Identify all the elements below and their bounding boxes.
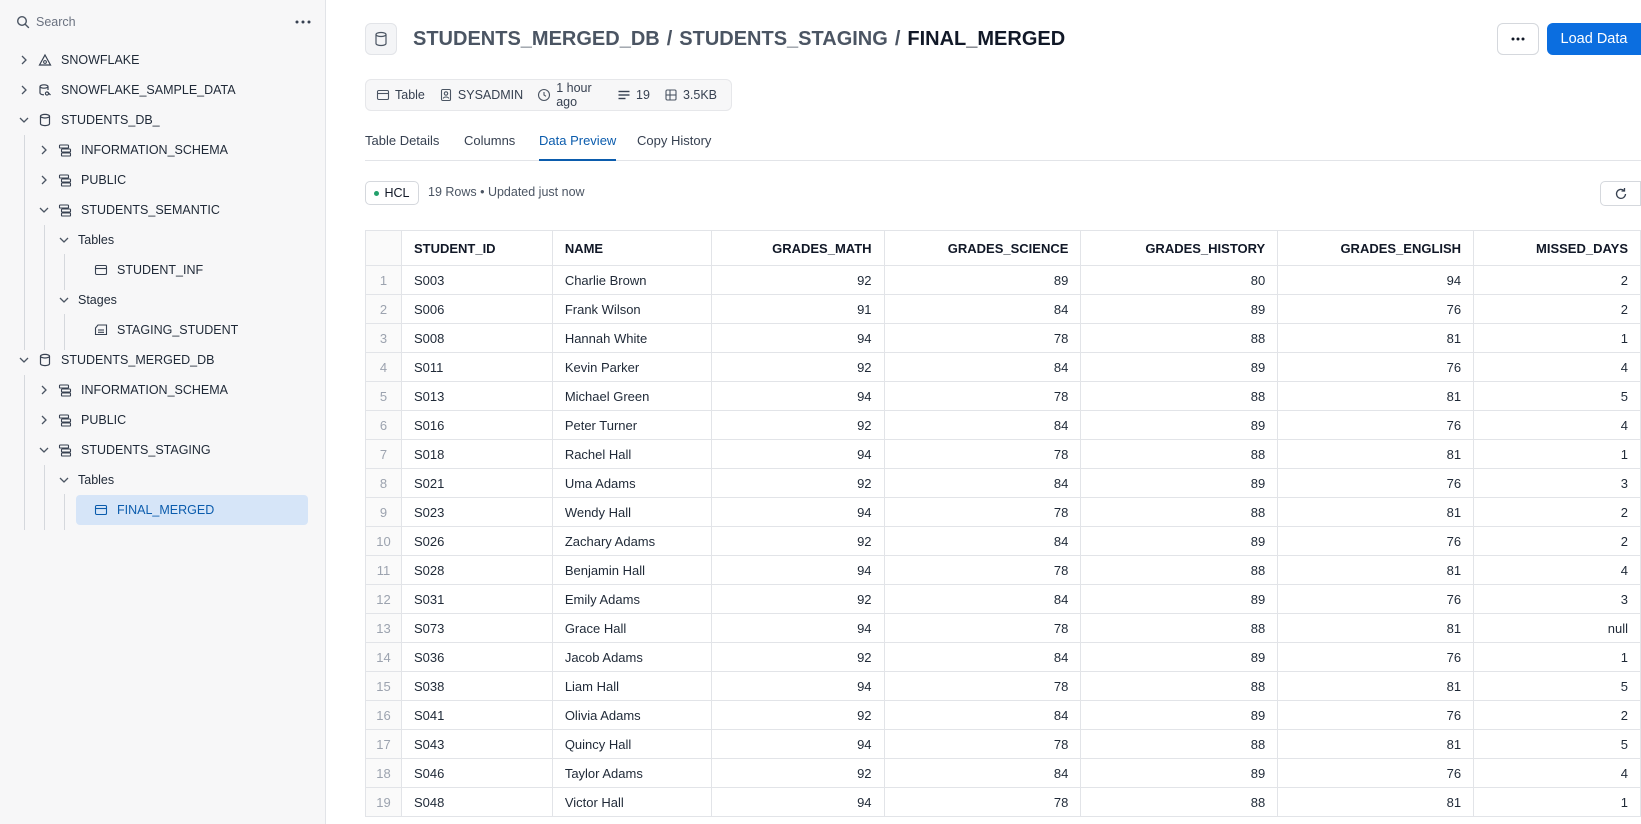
table-cell[interactable]: 94	[711, 556, 884, 585]
table-cell[interactable]: 2	[1474, 701, 1641, 730]
table-cell[interactable]: S011	[401, 353, 552, 382]
table-cell[interactable]: 88	[1081, 788, 1278, 817]
table-cell[interactable]: 1	[1474, 643, 1641, 672]
table-cell[interactable]: 2	[1474, 498, 1641, 527]
warehouse-selector[interactable]	[365, 181, 419, 205]
meta-rows	[617, 88, 650, 102]
table-cell[interactable]: 84	[884, 295, 1081, 324]
table-cell[interactable]: S006	[401, 295, 552, 324]
table-cell[interactable]: 3	[1474, 585, 1641, 614]
row-number: 17	[366, 730, 402, 759]
row-number: 15	[366, 672, 402, 701]
table-cell[interactable]: Grace Hall	[552, 614, 711, 643]
table-cell[interactable]: 94	[711, 324, 884, 353]
table-cell[interactable]: 76	[1278, 353, 1474, 382]
database-shared-icon	[38, 83, 52, 97]
table-cell[interactable]: 89	[1081, 585, 1278, 614]
chevron-down-icon[interactable]	[58, 474, 70, 486]
row-number: 14	[366, 643, 402, 672]
row-number: 1	[366, 266, 402, 295]
row-number: 12	[366, 585, 402, 614]
table-cell[interactable]: 81	[1278, 788, 1474, 817]
tree-item-information-schema[interactable]	[0, 135, 326, 165]
table-row[interactable]	[366, 585, 1641, 614]
tree-item-label: STUDENTS_STAGING	[81, 443, 211, 457]
table-cell[interactable]: Jacob Adams	[552, 643, 711, 672]
tree-item-label: STAGING_STUDENT	[117, 323, 239, 337]
table-cell[interactable]: S031	[401, 585, 552, 614]
table-cell[interactable]: Quincy Hall	[552, 730, 711, 759]
table-cell[interactable]: 78	[884, 672, 1081, 701]
more-options-icon[interactable]	[294, 15, 312, 29]
tab-copy-history[interactable]: Copy History	[637, 133, 712, 148]
table-cell[interactable]: 94	[711, 440, 884, 469]
table-cell[interactable]: 92	[711, 353, 884, 382]
table-row[interactable]	[366, 498, 1641, 527]
tree-item-label: STUDENTS_SEMANTIC	[81, 203, 220, 217]
table-cell[interactable]: 92	[711, 701, 884, 730]
tree-item-final-merged[interactable]	[0, 495, 326, 525]
table-cell[interactable]: 3	[1474, 469, 1641, 498]
table-cell[interactable]: 92	[711, 585, 884, 614]
table-row[interactable]	[366, 730, 1641, 759]
tree-item-label: INFORMATION_SCHEMA	[81, 143, 228, 157]
table-row[interactable]	[366, 556, 1641, 585]
table-cell[interactable]: 94	[711, 498, 884, 527]
stage-icon	[94, 323, 108, 337]
table-cell[interactable]: 84	[884, 585, 1081, 614]
table-cell[interactable]: 76	[1278, 759, 1474, 788]
table-cell[interactable]: 92	[711, 527, 884, 556]
table-cell[interactable]: S041	[401, 701, 552, 730]
owner-role-icon	[439, 88, 453, 102]
table-cell[interactable]: S046	[401, 759, 552, 788]
table-cell[interactable]: 94	[1278, 266, 1474, 295]
main-panel	[326, 0, 1641, 824]
table-cell[interactable]: 2	[1474, 266, 1641, 295]
table-cell[interactable]: Michael Green	[552, 382, 711, 411]
table-cell[interactable]: 88	[1081, 672, 1278, 701]
tab-data-preview[interactable]: Data Preview	[539, 133, 616, 161]
table-metadata-bar	[365, 79, 732, 111]
table-cell[interactable]: Uma Adams	[552, 469, 711, 498]
table-cell[interactable]: 89	[884, 266, 1081, 295]
breadcrumb	[413, 25, 1065, 53]
table-cell[interactable]: 88	[1081, 324, 1278, 353]
row-number: 13	[366, 614, 402, 643]
table-cell[interactable]: 4	[1474, 556, 1641, 585]
breadcrumb-separator: /	[666, 27, 673, 50]
schema-icon	[58, 413, 72, 427]
table-cell[interactable]: 88	[1081, 730, 1278, 759]
table-cell[interactable]: 88	[1081, 556, 1278, 585]
table-cell[interactable]: Peter Turner	[552, 411, 711, 440]
row-number: 9	[366, 498, 402, 527]
row-number: 3	[366, 324, 402, 353]
table-row[interactable]	[366, 643, 1641, 672]
tree-item-snowflake-sample-data[interactable]	[0, 75, 326, 105]
table-cell[interactable]: 89	[1081, 469, 1278, 498]
table-row[interactable]	[366, 759, 1641, 788]
more-actions-button[interactable]	[1497, 23, 1539, 55]
table-row[interactable]	[366, 701, 1641, 730]
row-number: 18	[366, 759, 402, 788]
table-cell[interactable]: 76	[1278, 527, 1474, 556]
table-cell[interactable]: Wendy Hall	[552, 498, 711, 527]
table-cell[interactable]: Hannah White	[552, 324, 711, 353]
table-cell[interactable]: S013	[401, 382, 552, 411]
table-cell[interactable]: 88	[1081, 614, 1278, 643]
table-cell[interactable]: 84	[884, 643, 1081, 672]
row-number: 19	[366, 788, 402, 817]
table-cell[interactable]: S036	[401, 643, 552, 672]
schema-icon	[58, 383, 72, 397]
tree-item-label: INFORMATION_SCHEMA	[81, 383, 228, 397]
tree-item-students-merged-db[interactable]	[0, 345, 326, 375]
table-cell[interactable]: 81	[1278, 614, 1474, 643]
table-cell[interactable]: 78	[884, 382, 1081, 411]
table-cell[interactable]: 76	[1278, 643, 1474, 672]
row-number-header	[366, 231, 402, 266]
table-cell[interactable]: Liam Hall	[552, 672, 711, 701]
warehouse-label: HCL	[384, 186, 410, 200]
table-cell[interactable]: 81	[1278, 382, 1474, 411]
table-row[interactable]	[366, 266, 1641, 295]
table-cell[interactable]: S018	[401, 440, 552, 469]
breadcrumb-database[interactable]: STUDENTS_MERGED_DB	[413, 27, 660, 50]
table-cell[interactable]: 5	[1474, 382, 1641, 411]
table-cell[interactable]: Olivia Adams	[552, 701, 711, 730]
table-cell[interactable]: 78	[884, 788, 1081, 817]
tree-item-students-staging[interactable]	[0, 435, 326, 465]
row-number: 6	[366, 411, 402, 440]
table-cell[interactable]: 76	[1278, 295, 1474, 324]
tree-item-tables[interactable]	[0, 225, 326, 255]
table-cell[interactable]: Rachel Hall	[552, 440, 711, 469]
table-cell[interactable]: 1	[1474, 440, 1641, 469]
table-cell[interactable]: S026	[401, 527, 552, 556]
table-type-icon	[365, 23, 397, 55]
meta-type	[376, 88, 425, 102]
breadcrumb-separator: /	[894, 27, 901, 50]
tab-bar	[365, 128, 1641, 161]
table-cell[interactable]: Benjamin Hall	[552, 556, 711, 585]
table-icon	[94, 503, 108, 517]
table-cell[interactable]: Emily Adams	[552, 585, 711, 614]
table-cell[interactable]: 91	[711, 295, 884, 324]
table-cell[interactable]: 89	[1081, 759, 1278, 788]
chevron-down-icon[interactable]	[58, 234, 70, 246]
chevron-down-icon[interactable]	[58, 294, 70, 306]
tree-item-label: PUBLIC	[81, 413, 127, 427]
table-cell[interactable]: 81	[1278, 672, 1474, 701]
meta-updated-label: 1 hour ago	[556, 81, 592, 109]
table-cell[interactable]: S003	[401, 266, 552, 295]
table-cell[interactable]: 92	[711, 266, 884, 295]
meta-rows-label: 19	[636, 88, 650, 102]
column-header[interactable]: MISSED_DAYS	[1474, 231, 1641, 266]
schema-icon	[58, 143, 72, 157]
table-row[interactable]	[366, 353, 1641, 382]
table-cell[interactable]: 78	[884, 498, 1081, 527]
schema-icon	[58, 203, 72, 217]
table-row[interactable]	[366, 614, 1641, 643]
column-header[interactable]: GRADES_SCIENCE	[884, 231, 1081, 266]
meta-size	[664, 88, 717, 102]
tree-item-label: SNOWFLAKE_SAMPLE_DATA	[61, 83, 236, 97]
table-cell[interactable]: 78	[884, 440, 1081, 469]
tree-item-tables[interactable]	[0, 465, 326, 495]
load-data-button[interactable]: Load Data	[1547, 23, 1641, 55]
table-cell[interactable]: 84	[884, 411, 1081, 440]
data-preview-table	[365, 230, 1641, 817]
table-cell[interactable]: 92	[711, 643, 884, 672]
row-number: 4	[366, 353, 402, 382]
table-cell[interactable]: 89	[1081, 643, 1278, 672]
table-row[interactable]	[366, 411, 1641, 440]
table-cell[interactable]: 88	[1081, 498, 1278, 527]
row-number: 2	[366, 295, 402, 324]
object-explorer-sidebar	[0, 0, 326, 824]
table-cell[interactable]: 81	[1278, 440, 1474, 469]
meta-owner	[439, 88, 523, 102]
table-cell[interactable]: 80	[1081, 266, 1278, 295]
table-cell[interactable]: 84	[884, 527, 1081, 556]
tree-item-label: SNOWFLAKE	[61, 53, 140, 67]
table-cell[interactable]: 88	[1081, 440, 1278, 469]
rows-icon	[617, 88, 631, 102]
status-dot	[374, 191, 379, 196]
meta-updated	[537, 81, 603, 109]
table-cell[interactable]: S043	[401, 730, 552, 759]
table-icon	[376, 88, 390, 102]
table-cell[interactable]: 81	[1278, 730, 1474, 759]
table-cell[interactable]: 5	[1474, 672, 1641, 701]
tree-item-staging-student[interactable]	[0, 315, 326, 345]
column-header[interactable]: GRADES_ENGLISH	[1278, 231, 1474, 266]
row-number: 10	[366, 527, 402, 556]
meta-type-label: Table	[395, 88, 425, 102]
clock-icon	[537, 88, 551, 102]
table-row[interactable]	[366, 324, 1641, 353]
column-header[interactable]: NAME	[552, 231, 711, 266]
database-icon	[38, 353, 52, 367]
table-cell[interactable]: 78	[884, 730, 1081, 759]
tree-item-students-semantic[interactable]	[0, 195, 326, 225]
meta-owner-label: SYSADMIN	[457, 88, 524, 102]
chevron-right-icon[interactable]	[18, 84, 30, 96]
table-cell[interactable]: 94	[711, 614, 884, 643]
table-cell[interactable]: 92	[711, 469, 884, 498]
schema-icon	[58, 173, 72, 187]
table-cell[interactable]: 89	[1081, 411, 1278, 440]
tree-item-stages[interactable]	[0, 285, 326, 315]
table-row[interactable]	[366, 295, 1641, 324]
table-cell[interactable]: 2	[1474, 295, 1641, 324]
database-icon	[38, 113, 52, 127]
column-header[interactable]: STUDENT_ID	[401, 231, 552, 266]
search-label[interactable]: Search	[36, 15, 76, 29]
table-cell[interactable]: Frank Wilson	[552, 295, 711, 324]
table-row[interactable]	[366, 469, 1641, 498]
table-row[interactable]	[366, 382, 1641, 411]
breadcrumb-schema[interactable]: STUDENTS_STAGING	[679, 27, 888, 50]
tree-item-snowflake[interactable]	[0, 45, 326, 75]
table-cell[interactable]: 4	[1474, 353, 1641, 382]
table-cell[interactable]: 92	[711, 411, 884, 440]
table-icon	[94, 263, 108, 277]
refresh-icon	[1614, 187, 1628, 201]
row-number: 11	[366, 556, 402, 585]
chevron-right-icon[interactable]	[38, 174, 50, 186]
tree-item-label: Tables	[78, 233, 115, 247]
table-cell[interactable]: S021	[401, 469, 552, 498]
search-bar[interactable]	[16, 12, 312, 32]
meta-size-label: 3.5KB	[682, 88, 717, 102]
tree-item-label: PUBLIC	[81, 173, 127, 187]
row-number: 16	[366, 701, 402, 730]
table-cell[interactable]: S028	[401, 556, 552, 585]
row-number: 8	[366, 469, 402, 498]
table-cell[interactable]: 92	[711, 759, 884, 788]
tree-item-label: STUDENTS_MERGED_DB	[61, 353, 215, 367]
tree-item-label: Tables	[78, 473, 115, 487]
tree-item-label: FINAL_MERGED	[117, 503, 215, 517]
tree-item-label: STUDENT_INF	[117, 263, 204, 277]
table-cell[interactable]: S073	[401, 614, 552, 643]
chevron-down-icon[interactable]	[38, 444, 50, 456]
preview-status-text: 19 Rows • Updated just now	[428, 185, 585, 199]
table-cell[interactable]: 81	[1278, 498, 1474, 527]
chevron-down-icon[interactable]	[18, 114, 30, 126]
table-header-row	[366, 231, 1641, 266]
table-cell[interactable]: 1	[1474, 788, 1641, 817]
chevron-down-icon[interactable]	[18, 354, 30, 366]
table-cell[interactable]: Zachary Adams	[552, 527, 711, 556]
table-cell[interactable]: 78	[884, 324, 1081, 353]
table-cell[interactable]: null	[1474, 614, 1641, 643]
tree-item-label: STUDENTS_DB_	[61, 113, 160, 127]
table-cell[interactable]: 81	[1278, 556, 1474, 585]
table-cell[interactable]: 89	[1081, 295, 1278, 324]
table-cell[interactable]: 76	[1278, 585, 1474, 614]
tree-item-public[interactable]	[0, 405, 326, 435]
table-cell[interactable]: 78	[884, 556, 1081, 585]
table-cell[interactable]: 84	[884, 469, 1081, 498]
table-cell[interactable]: 84	[884, 701, 1081, 730]
table-cell[interactable]: Kevin Parker	[552, 353, 711, 382]
table-cell[interactable]: S048	[401, 788, 552, 817]
table-cell[interactable]: 84	[884, 353, 1081, 382]
table-cell[interactable]: 4	[1474, 411, 1641, 440]
table-cell[interactable]: S016	[401, 411, 552, 440]
table-cell[interactable]: S038	[401, 672, 552, 701]
table-row[interactable]	[366, 672, 1641, 701]
table-cell[interactable]: 94	[711, 672, 884, 701]
table-row[interactable]	[366, 788, 1641, 817]
table-cell[interactable]: Taylor Adams	[552, 759, 711, 788]
table-cell[interactable]: 1	[1474, 324, 1641, 353]
table-cell[interactable]: 94	[711, 730, 884, 759]
table-row[interactable]	[366, 440, 1641, 469]
table-cell[interactable]: 89	[1081, 701, 1278, 730]
table-cell[interactable]: 88	[1081, 382, 1278, 411]
tree-item-public[interactable]	[0, 165, 326, 195]
page-title: FINAL_MERGED	[907, 27, 1066, 50]
table-cell[interactable]: S008	[401, 324, 552, 353]
table-cell[interactable]: 94	[711, 382, 884, 411]
table-cell[interactable]: 76	[1278, 469, 1474, 498]
table-cell[interactable]: 2	[1474, 527, 1641, 556]
schema-icon	[58, 443, 72, 457]
tree-item-student-inf[interactable]	[0, 255, 326, 285]
table-cell[interactable]: S023	[401, 498, 552, 527]
table-cell[interactable]: Victor Hall	[552, 788, 711, 817]
row-number: 7	[366, 440, 402, 469]
table-cell[interactable]: 84	[884, 759, 1081, 788]
chevron-right-icon[interactable]	[38, 384, 50, 396]
table-cell[interactable]: 4	[1474, 759, 1641, 788]
chevron-right-icon[interactable]	[38, 144, 50, 156]
table-cell[interactable]: 94	[711, 788, 884, 817]
tab-columns[interactable]: Columns	[464, 133, 516, 148]
table-row[interactable]	[366, 527, 1641, 556]
column-header[interactable]: GRADES_MATH	[711, 231, 884, 266]
search-icon	[16, 15, 30, 29]
tree-item-label: Stages	[78, 293, 117, 307]
table-cell[interactable]: 78	[884, 614, 1081, 643]
storage-icon	[664, 88, 678, 102]
chevron-right-icon[interactable]	[18, 54, 30, 66]
row-number: 5	[366, 382, 402, 411]
tree-item-information-schema[interactable]	[0, 375, 326, 405]
table-cell[interactable]: 76	[1278, 701, 1474, 730]
column-header[interactable]: GRADES_HISTORY	[1081, 231, 1278, 266]
chevron-right-icon[interactable]	[38, 414, 50, 426]
table-cell[interactable]: 81	[1278, 324, 1474, 353]
tree-item-students-db[interactable]	[0, 105, 326, 135]
refresh-button[interactable]	[1600, 181, 1641, 206]
table-cell[interactable]: Charlie Brown	[552, 266, 711, 295]
table-cell[interactable]: 89	[1081, 527, 1278, 556]
database-shared-icon	[38, 53, 52, 67]
chevron-down-icon[interactable]	[38, 204, 50, 216]
table-cell[interactable]: 76	[1278, 411, 1474, 440]
table-cell[interactable]: 5	[1474, 730, 1641, 759]
table-cell[interactable]: 89	[1081, 353, 1278, 382]
tab-table-details[interactable]: Table Details	[365, 133, 440, 148]
